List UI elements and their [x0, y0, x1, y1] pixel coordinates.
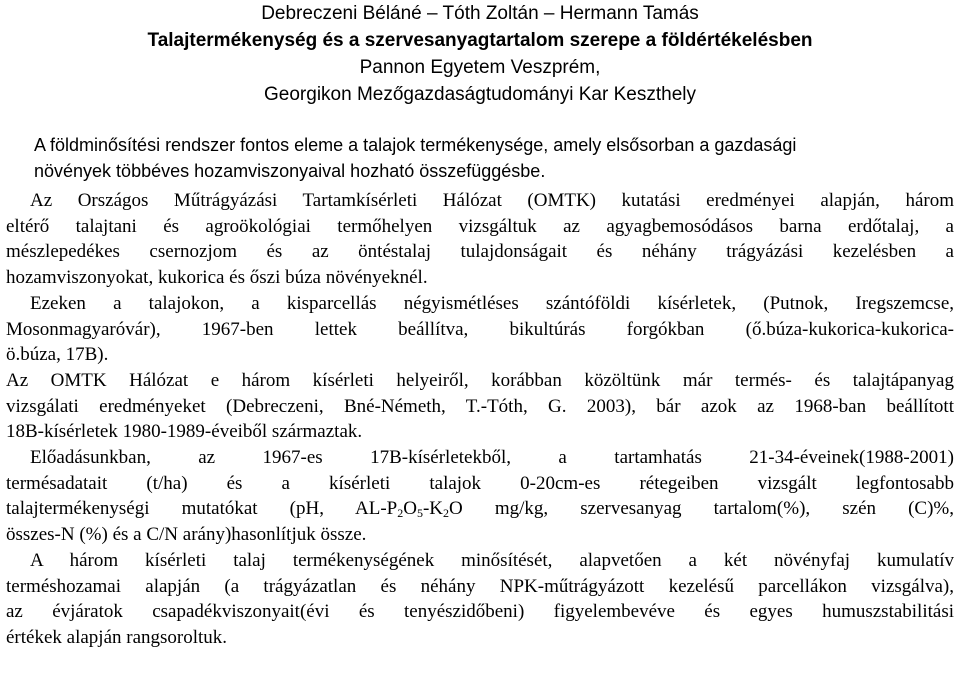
- faculty-line: Georgikon Mezőgazdaságtudományi Kar Keszthely: [264, 84, 696, 105]
- abstract-line-1: A földminősítési rendszer fontos eleme a talajok termékenysége, amely elsősorban a gazdasági: [34, 135, 797, 155]
- subscript-k2: 2: [443, 506, 450, 521]
- p1-line-4: hozamviszonyokat, kukorica és őszi búza növényeknél.: [6, 267, 428, 289]
- p4-line-1: Előadásunkban, az 1967-es 17B-kísérletekből, a tartamhatás 21-34-éveinek(1988-2001): [30, 447, 954, 469]
- p4-line-3-o: O: [403, 498, 417, 520]
- p3-line-1: Az OMTK Hálózat e három kísérleti helyeiről, korábban közöltünk már termés- és talajtápanyag: [6, 369, 954, 391]
- p4-line-3-pre: talajtermékenységi mutatókat (pH, AL-P: [6, 498, 398, 520]
- p5-line-2: terméshozamai alapján (a trágyázatlan és néhány NPK-műtrágyázott kezelésű parcellákon vizsgálva),: [6, 575, 954, 597]
- p5-line-1: A három kísérleti talaj termékenységének minősítését, alapvetően a két növényfaj kumulatív: [30, 549, 954, 571]
- p5-line-4: értékek alapján rangsoroltuk.: [6, 626, 228, 648]
- subscript-p2: 2: [397, 506, 404, 521]
- p1-line-1: Az Országos Műtrágyázási Tartamkísérleti Hálózat (OMTK) kutatási eredményei alapján, három: [30, 190, 954, 211]
- p3-line-2: vizsgálati eredményeket (Debreczeni, Bné-Németh, T.-Tóth, G. 2003), bár azok az 1968-ban beállított: [6, 395, 954, 417]
- abstract-paragraph: [34, 133, 952, 184]
- p4-line-3: [6, 496, 954, 522]
- p2-line-3: ö.búza, 17B).: [6, 344, 109, 366]
- document-header: [0, 0, 960, 108]
- p1-line-3: mészlepedékes csernozjom és az öntéstalaj tulajdonságait és néhány trágyázási kezelésben a: [6, 241, 954, 263]
- p1-line-2: eltérő talajtani és agroökológiai termőhelyen vizsgáltuk az agyagbemosódásos barna erdőtalaj, a: [6, 215, 954, 237]
- p3-line-3: 18B-kísérletek 1980-1989-éveiből származtak.: [6, 421, 363, 443]
- authors-line: Debreczeni Béláné – Tóth Zoltán – Hermann Tamás: [261, 3, 699, 24]
- p2-line-2: Mosonmagyaróvár), 1967-ben lettek beállítva, bikultúrás forgókban (ő.búza-kukorica-kukorica-: [6, 318, 954, 340]
- body-text: [6, 188, 954, 651]
- p4-line-3-post: O mg/kg, szervesanyag tartalom(%), szén (C)%,: [449, 498, 955, 520]
- subscript-o5: 5: [416, 506, 423, 521]
- p4-line-2: termésadatait (t/ha) és a kísérleti talajok 0-20cm-es rétegeiben vizsgált legfontosabb: [6, 472, 954, 494]
- p4-line-3-k: -K: [422, 498, 444, 520]
- document-title: Talajtermékenység és a szervesanyagtartalom szerepe a földértékelésben: [147, 30, 813, 51]
- university-line: Pannon Egyetem Veszprém,: [359, 57, 601, 78]
- p2-line-1: Ezeken a talajokon, a kisparcellás négyismétléses szántóföldi kísérletek, (Putnok, Iregszemcse,: [30, 292, 954, 314]
- p4-line-4: összes-N (%) és a C/N arány)hasonlítjuk össze.: [6, 524, 367, 546]
- p5-line-3: az évjáratok csapadékviszonyait(évi és tenyészidőbeni) figyelembevéve és egyes humuszstabilitási: [6, 601, 954, 623]
- abstract-line-2: növények többéves hozamviszonyaival hozható összefüggésbe.: [34, 160, 546, 181]
